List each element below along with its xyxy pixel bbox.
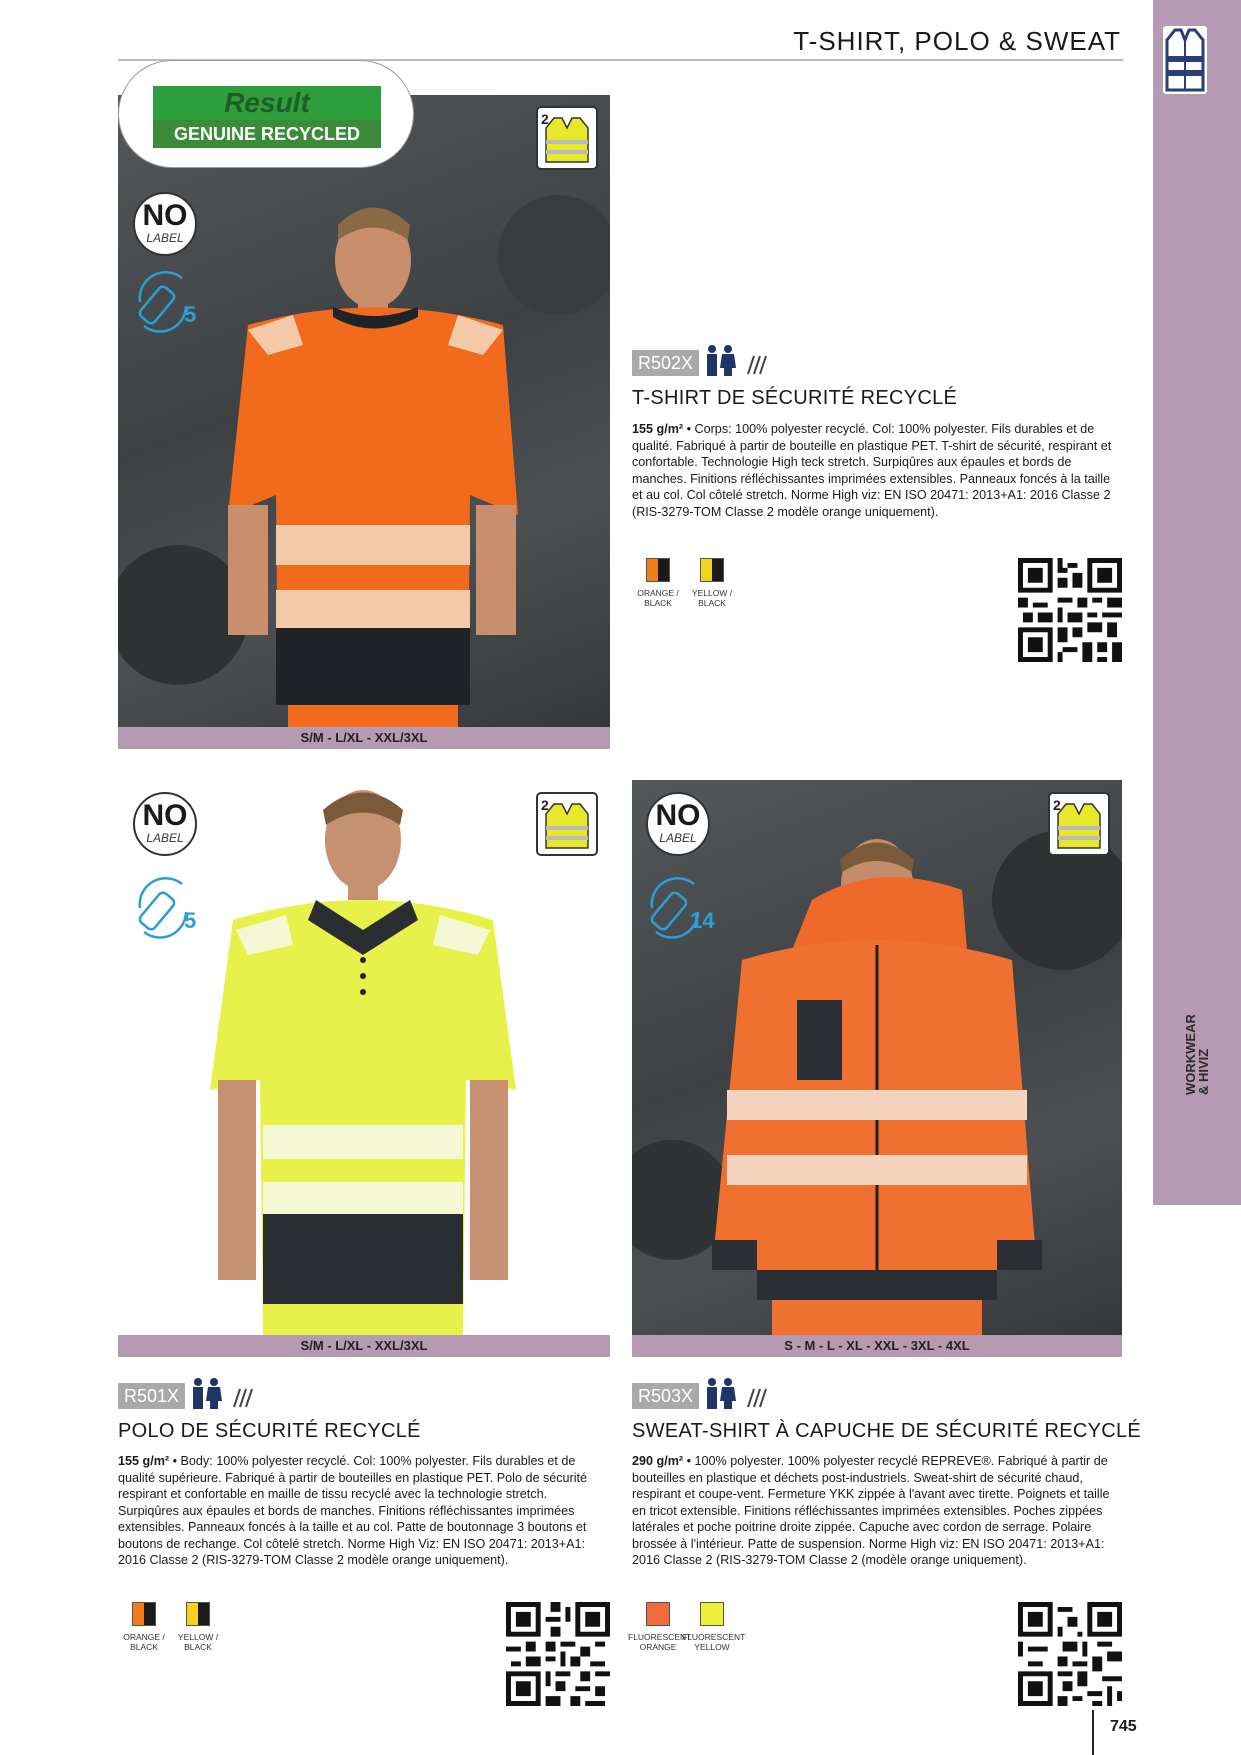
page-title: T-SHIRT, POLO & SWEAT	[793, 26, 1121, 56]
no-label-badge: NO LABEL	[646, 792, 710, 856]
sizes-bar-r503x: S - M - L - XL - XXL - 3XL - 4XL	[632, 1335, 1122, 1357]
hiviz-class-badge	[536, 106, 598, 170]
sizes-bar-r502x: S/M - L/XL - XXL/3XL	[118, 727, 610, 749]
recycled-bottles-icon	[126, 868, 206, 948]
svg-text:2: 2	[541, 111, 549, 127]
color-label-orange-black: ORANGE / BLACK	[637, 588, 679, 608]
page-number: 745	[1110, 1718, 1137, 1735]
product-photo-r502x	[118, 95, 610, 727]
model-yellow-polo	[118, 780, 610, 1335]
color-swatch-orange-black	[132, 1602, 156, 1626]
product-ref-r502x: R502X	[632, 350, 699, 376]
product-photo-r503x	[632, 780, 1122, 1335]
color-swatch-fluorescent-orange	[646, 1602, 670, 1626]
product-title-r501x: POLO DE SÉCURITÉ RECYCLÉ	[118, 1420, 421, 1442]
product-ref-r503x: R503X	[632, 1383, 699, 1409]
color-label-yellow-black: YELLOW / BLACK	[177, 1632, 219, 1652]
hiviz-class-badge	[536, 792, 598, 856]
svg-text:14: 14	[690, 908, 715, 933]
product-ref-r501x: R501X	[118, 1383, 185, 1409]
qr-code-r501x[interactable]	[506, 1602, 610, 1706]
product-description-r501x: 155 g/m² • Body: 100% polyester recyclé. Col: 100% polyester. Fils durables et de qualité supérieure. Fabriqué à partir de bouteilles en plastique PET. Polo de sécurité respirant et confortable en maille de tissu recyclé avec la technologie stretch. Surpiqûres aux épaules et bords de manches. Finitions réfléchissantes imprimées extensibles. Panneaux foncés à la taille et au col. Patte de boutonnage 3 boutons et boutons de rechange. Col côtelé stretch. Norme High Viz: EN ISO 20471: 2013+A1: 2016 Classe 2 (RIS-3279-TOM Classe 2 modèle orange uniquement).	[118, 1454, 588, 1567]
product-description-r502x: 155 g/m² • Corps: 100% polyester recyclé. Col: 100% polyester. Fils durables et de qualité. Fabriqué à partir de bouteille en plastique PET. T-shirt de sécurité, respirant et confortable. Technologie High teck stretch. Surpiqûres aux épaules et bords de manches. Finitions réfléchissantes imprimées extensibles. Panneaux foncés à la taille et au col. Col côtelé stretch. Norme High viz: EN ISO 20471: 2013+A1: 2016 Classe 2 (RIS-3279-TOM Classe 2 modèle orange uniquement).	[632, 422, 1112, 519]
product-title-r502x: T-SHIRT DE SÉCURITÉ RECYCLÉ	[632, 387, 958, 409]
unisex-icon	[702, 344, 772, 383]
qr-code-r502x[interactable]	[1018, 558, 1122, 662]
page-number-rule	[1092, 1710, 1094, 1755]
product-photo-r501x	[118, 780, 610, 1335]
model-orange-tshirt	[118, 95, 610, 727]
sizes-bar-r501x: S/M - L/XL - XXL/3XL	[118, 1335, 610, 1357]
color-swatch-yellow-black	[700, 558, 724, 582]
color-swatch-orange-black	[646, 558, 670, 582]
no-label-badge: NO LABEL	[133, 792, 197, 856]
section-label: WORKWEAR & HIVIZ	[1183, 1014, 1211, 1095]
unisex-icon	[702, 1377, 772, 1416]
no-label-badge: NO LABEL	[133, 192, 197, 256]
color-swatch-yellow-black	[186, 1602, 210, 1626]
svg-text:2: 2	[1053, 797, 1061, 813]
svg-text:2: 2	[541, 797, 549, 813]
color-label-fluorescent-orange: FLUORESCENT ORANGE	[628, 1632, 692, 1652]
unisex-icon	[188, 1377, 258, 1416]
recycled-bottles-icon	[126, 262, 206, 342]
product-description-r503x: 290 g/m² • 100% polyester. 100% polyester recyclé REPREVE®. Fabriqué à partir de bouteilles en plastique et déchets post-industriels. Sweat-shirt de sécurité chaud, respirant et coupe-vent. Fermeture YKK zippée à l'avant avec tirette. Poignets et taille en tricot extensible. Finitions réfléchissantes imprimées extensibles. Poches zippées latérales et poche poitrine droite zippée. Capuche avec cordon de serrage. Polaire brossée à l'intérieur. Patte de suspension. Norme High viz: EN ISO 20471: 2013+A1: 2016 Classe 2 (RIS-3279-TOM Classe 2 (modèle orange uniquement).	[632, 1454, 1110, 1567]
product-title-r503x: SWEAT-SHIRT À CAPUCHE DE SÉCURITÉ RECYCLÉ	[632, 1420, 1142, 1442]
color-label-yellow-black: YELLOW / BLACK	[691, 588, 733, 608]
qr-code-r503x[interactable]	[1018, 1602, 1122, 1706]
hiviz-class-badge	[1048, 792, 1110, 856]
color-label-orange-black: ORANGE / BLACK	[123, 1632, 165, 1652]
brand-logo-result: Result	[153, 86, 381, 120]
recycled-bottles-icon	[638, 868, 718, 948]
svg-text:5: 5	[184, 302, 197, 327]
hiviz-vest-icon	[1163, 26, 1207, 94]
brand-logo-genuine-recycled: GENUINE RECYCLED	[153, 120, 381, 148]
svg-text:5: 5	[184, 908, 197, 933]
color-swatch-fluorescent-yellow	[700, 1602, 724, 1626]
color-label-fluorescent-yellow: FLUORESCENT YELLOW	[682, 1632, 746, 1652]
model-orange-hoodie	[632, 780, 1122, 1335]
